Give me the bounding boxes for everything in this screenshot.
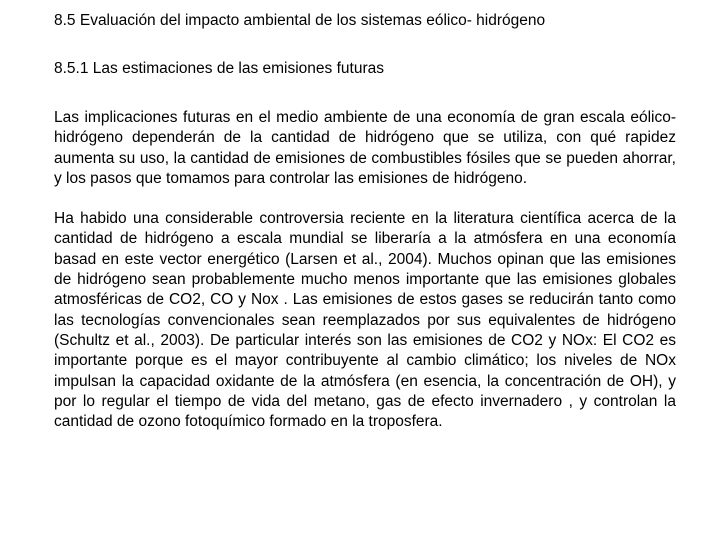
subsection-heading: 8.5.1 Las estimaciones de las emisiones futuras [54,60,384,77]
section-heading: 8.5 Evaluación del impacto ambiental de los sistemas eólico- hidrógeno [54,12,546,29]
document-page [54,11,676,432]
paragraph-1: Las implicaciones futuras en el medio ambiente de una economía de gran escala eólico-hidrógeno dependerán de la cantidad de hidrógeno que se utiliza, con qué rapidez aumenta su uso, la cantidad de emisiones de combustibles fósiles que se pueden ahorrar, y los pasos que tomamos para controlar las emisiones de hidrógeno. [54,109,676,187]
paragraph-2: Ha habido una considerable controversia reciente en la literatura científica acerca de la cantidad de hidrógeno a escala mundial se liberaría a la atmósfera en una economía basad en este vector energético (Larsen et al., 2004). Muchos opinan que las emisiones de hidrógeno sean probablemente mucho menos importante que las emisiones globales atmosféricas de CO2, CO y Nox . Las emisiones de estos gases se reducirán tanto como las tecnologías convencionales sean reemplazados por sus equivalentes de hidrógeno (Schultz et al., 2003). De particular interés son las emisiones de CO2 y NOx: El CO2 es importante porque es el mayor contribuyente al cambio climático; los niveles de NOx impulsan la capacidad oxidante de la atmósfera (en esencia, la concentración de OH), y por lo regular el tiempo de vida del metano, gas de efecto invernadero , y controlan la cantidad de ozono fotoquímico formado en la troposfera. [54,210,676,431]
